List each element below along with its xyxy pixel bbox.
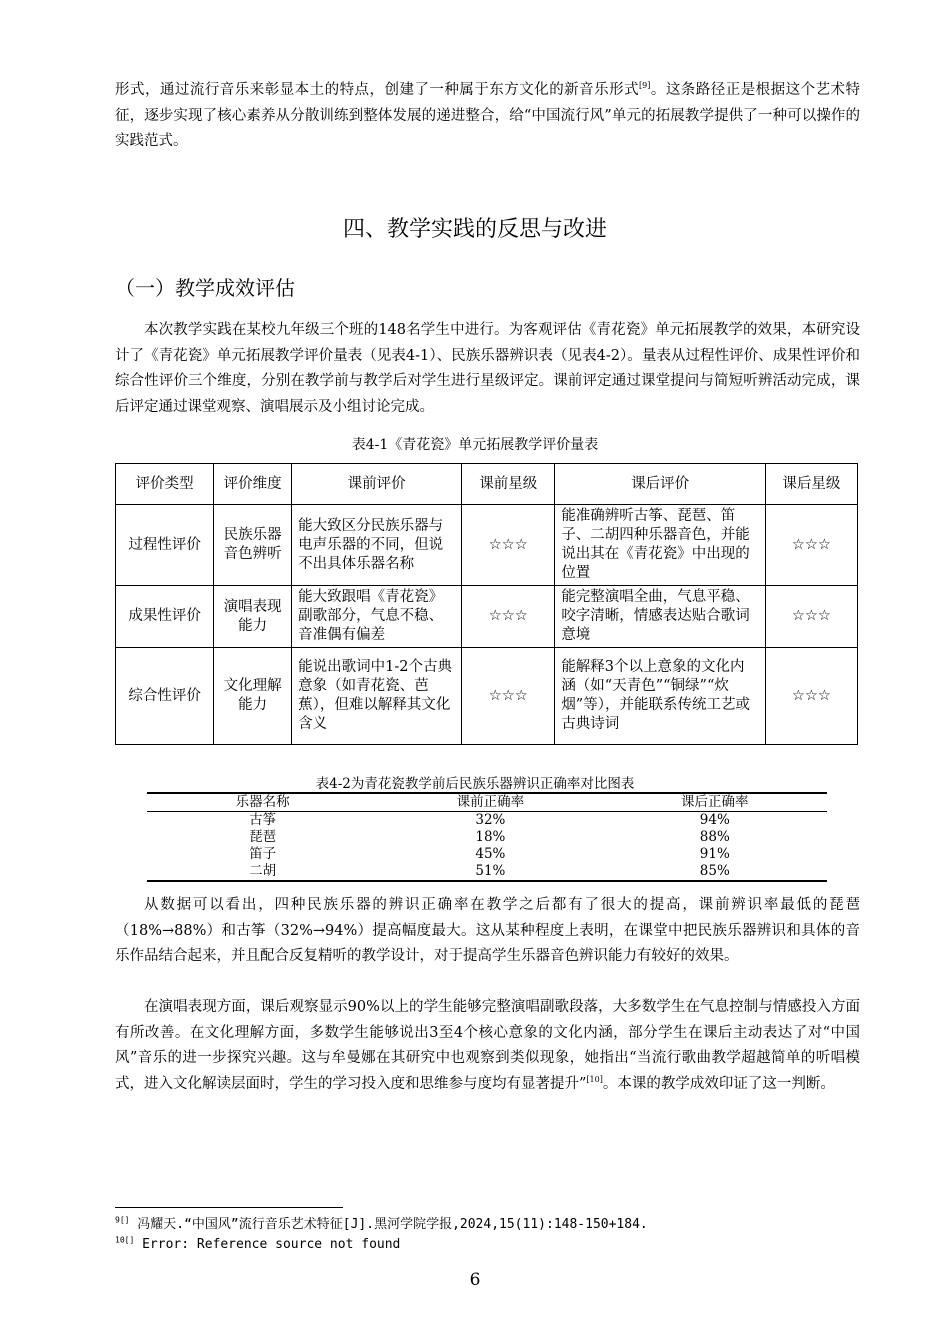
table-row [147,863,827,881]
table1-cell-before: 能说出歌词中1-2个古典意象（如青花瓷、芭蕉），但难以解释其文化含义 [292,648,462,745]
table-row [116,586,858,648]
data-analysis-paragraph: 从数据可以看出，四种民族乐器的辨识正确率在教学之后都有了很大的提高，课前辨识率最低的琵琶（18%→88%）和古筝（32%→94%）提高幅度最大。这从某种程度上表明，在课堂中把民族乐器辨识和具体的音乐作品结合起来，并且配合反复精听的教学设计，对于提高学生乐器音色辨识能力有较好的效果。 [115,897,860,964]
table1-cell-dimension: 演唱表现能力 [214,586,292,648]
table1-cell-before-stars: ☆☆☆ [462,648,555,745]
footnote-10-mark: 10[] [115,1235,135,1245]
table1-caption: 表4-1《青花瓷》单元拓展教学评价量表 [351,437,599,453]
table1-cell-after: 能完整演唱全曲，气息平稳、咬字清晰，情感表达贴合歌词意境 [555,586,766,648]
table1-header: 评价维度 [214,464,292,505]
performance-text-a: 在演唱表现方面，课后观察显示90%以上的学生能够完整演唱副歌段落，大多数学生在气息控制与情感投入方面有所改善。在文化理解方面，多数学生能够说出3至4个核心意象的文化内涵，部分学生在课后主动表达了对“中国风”音乐的进一步探究兴趣。这与牟曼娜在其研究中也观察到类似现象，她指出“当流行歌曲教学超越简单的听唱模式，进入文化解读层面时，学生的学习投入度和思维参与度均有显著提升” [115,999,860,1092]
table-row [147,812,827,830]
table1-cell-type: 成果性评价 [116,586,214,648]
footnote-divider [115,1207,343,1208]
table2-header: 课后正确率 [603,793,827,812]
table1-cell-dimension: 文化理解能力 [214,648,292,745]
table2-header-row [147,793,827,812]
table1-cell-dimension: 民族乐器音色辨听 [214,505,292,586]
evaluation-table [115,463,858,745]
table1-header: 课前星级 [462,464,555,505]
table2-header: 课前正确率 [378,793,602,812]
table2-cell-name: 二胡 [147,863,378,881]
table2-cell-after: 85% [603,863,827,881]
performance-text-b: 。本课的教学成效印证了这一判断。 [602,1075,835,1092]
instrument-accuracy-table [147,792,827,882]
footnote-9 [115,1216,648,1234]
table1-cell-before-stars: ☆☆☆ [462,586,555,648]
table2-cell-name: 古筝 [249,812,277,828]
subsection-title: （一）教学成效评估 [115,276,295,300]
table2-cell-before: 18% [475,829,506,845]
table1-header: 课后评价 [555,464,766,505]
table-row [116,648,858,745]
table1-cell-after-stars: ☆☆☆ [765,648,857,745]
table-row [116,505,858,586]
table2-cell-before: 45% [475,846,506,862]
table2-cell-name: 笛子 [249,846,277,862]
table2-cell-after: 94% [699,812,730,828]
intro-paragraph [115,78,860,155]
table1-cell-before: 能大致跟唱《青花瓷》副歌部分，气息不稳、音准偶有偏差 [292,586,462,648]
table-row [147,846,827,863]
table2-cell-after: 88% [699,829,730,845]
table1-header: 课前评价 [292,464,462,505]
table1-cell-after: 能准确辨听古筝、琵琶、笛子、二胡四种乐器音色，并能说出其在《青花瓷》中出现的位置 [555,505,766,586]
section-title: 四、教学实践的反思与改进 [342,217,607,242]
table1-cell-before-stars: ☆☆☆ [462,505,555,586]
table1-cell-type: 综合性评价 [116,648,214,745]
table1-cell-after-stars: ☆☆☆ [765,505,857,586]
table1-cell-after: 能解释3个以上意象的文化内涵（如“天青色”“铜绿”“炊烟”等），并能联系传统工艺或古典诗词 [555,648,766,745]
intro-text-b: 。这条路径正是根据这个艺术特征，逐步实现了核心素养从分散训练到整体发展的递进整合，给“中国流行风”单元的拓展教学提供了一种可以操作的实践范式。 [115,82,861,149]
table2-cell-after: 91% [699,846,730,862]
evaluation-paragraph: 本次教学实践在某校九年级三个班的148名学生中进行。为客观评估《青花瓷》单元拓展教学的效果，本研究设计了《青花瓷》单元拓展教学评价量表（见表4-1）、民族乐器辨识表（见表4-2）。量表从过程性评价、成果性评价和综合性评价三个维度，分别在教学前与教学后对学生进行星级评定。课前评定通过课堂提问与简短听辨活动完成，课后评定通过课堂观察、演唱展示及小组讨论完成。 [115,322,860,415]
intro-text-a: 形式，通过流行音乐来彰显本土的特点，创建了一种属于东方文化的新音乐形式 [115,82,640,98]
table1-cell-before: 能大致区分民族乐器与电声乐器的不同，但说不出具体乐器名称 [292,505,462,586]
citation-9[interactable]: [9] [639,81,651,91]
table2-cell-name: 琵琶 [249,829,277,845]
table2-caption: 表4-2为青花瓷教学前后民族乐器辨识正确率对比图表 [315,776,635,792]
table1-cell-after-stars: ☆☆☆ [765,586,857,648]
table1-header: 课后星级 [765,464,857,505]
table1-header-row [116,464,858,505]
page-number: 6 [469,1270,481,1290]
table1-header: 评价类型 [116,464,214,505]
citation-10[interactable]: [10] [586,1074,603,1084]
footnote-10-text: Error: Reference source not found [134,1237,401,1252]
table2-header: 乐器名称 [147,793,378,812]
footnote-9-mark: 9[] [115,1215,130,1225]
table-row [147,829,827,846]
table2-cell-before: 32% [475,812,506,828]
footnote-9-text: 冯耀天.“中国风”流行音乐艺术特征[J].黑河学院学报,2024,15(11):148-150+184. [129,1217,648,1232]
performance-paragraph [115,995,860,1097]
table2-cell-before: 51% [378,863,602,881]
footnote-10 [115,1236,400,1254]
table1-cell-type: 过程性评价 [116,505,214,586]
